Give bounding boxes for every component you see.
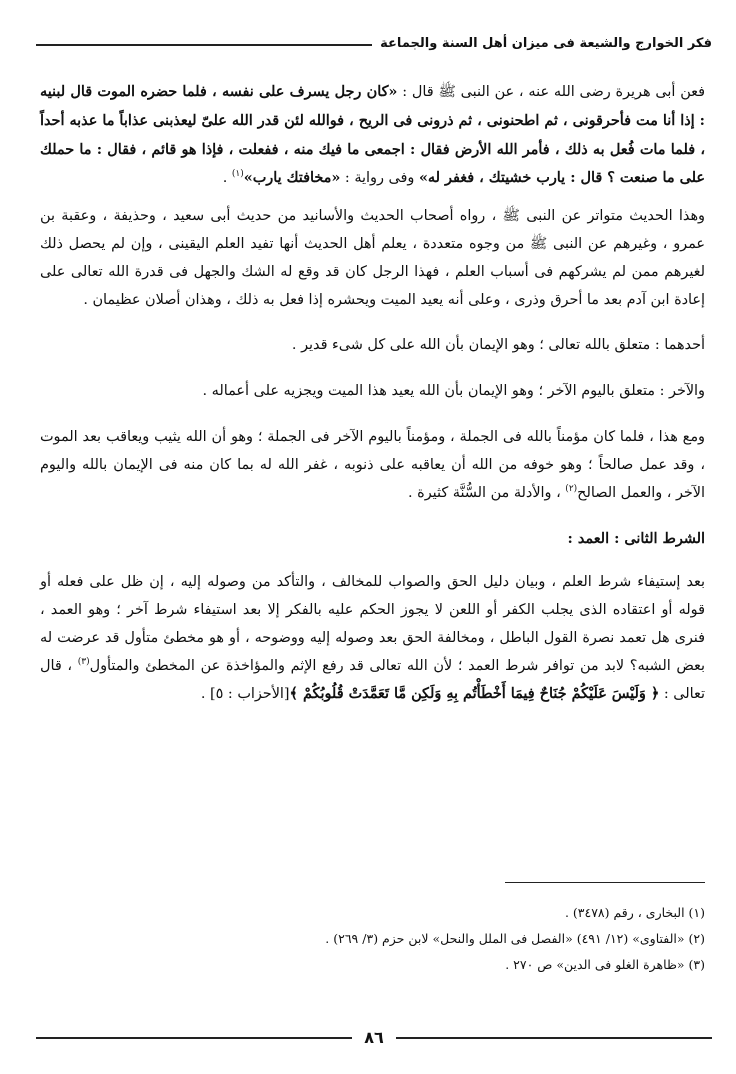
footnote-separator (505, 882, 705, 883)
hadith-text: «كان رجل يسرف على نفسه ، فلما حضره الموت قال لبنيه : إذا أنا مت فأحرقونى ، ثم اطحنونى ، ثم ذرونى فى الريح ، فوالله لئن قدر الله علىّ ليعذبنى عذاباً ما عذبه أحداً ، فلما مات فُعل به ذلك ، فأمر الله الأرض فقال : اجمعى ما فيك منه ، ففعلت ، فإذا هو قائم ، فقال : ما حملك على ما صنعت ؟ قال : يارب خشيتك ، فغفر له» (40, 83, 705, 187)
verse-reference: [الأحزاب : ٥] . (200, 686, 290, 703)
hadith-variant: «مخافتك يارب» (243, 169, 341, 187)
footer-rule-right (396, 1037, 712, 1039)
paragraph-second-principle: والآخر : متعلق باليوم الآخر ؛ وهو الإيمان بأن الله يعيد هذا الميت ويجزيه على أعماله . (202, 383, 705, 400)
footnote-1: (١) البخارى ، رقم (٣٤٧٨) . (564, 905, 705, 920)
main-text (40, 78, 705, 727)
footnotes (40, 900, 705, 978)
paragraph-forgiveness (40, 424, 705, 507)
footnote-ref-2: (٢) (565, 483, 578, 494)
footnote-3: (٣) «ظاهرة الغلو فى الدين» ص ٢٧٠ . (505, 957, 705, 972)
page-number: ٨٦ (364, 1028, 384, 1047)
quran-verse: ﴿ وَلَيْسَ عَلَيْكُمْ جُنَاحٌ فِيمَا أَخْطَأْتُم بِهِ وَلَكِن مَّا تَعَمَّدَتْ قُلُوبُكُمْ ﴾ (289, 685, 660, 703)
hadith-end: . (222, 170, 232, 187)
header-rule (36, 44, 372, 46)
paragraph-hadith (40, 78, 705, 193)
forgiveness-text: ومع هذا ، فلما كان مؤمناً بالله فى الجملة ، ومؤمناً باليوم الآخر فى الجملة ؛ وهو أن الله يثيب ويعاقب بعد الموت ، وقد عمل صالحاً ؛ وهو خوفه من الله أن يعاقبه على ذنوبه ، غفر الله له بما كان منه فى الإيمان بالله واليوم الآخر ، والعمل الصالح (40, 428, 705, 501)
hadith-intro: فعن أبى هريرة رضى الله عنه ، عن النبى ﷺ قال : (397, 84, 705, 100)
footnote-2: (٢) «الفتاوى» (١٢/ ٤٩١) «الفصل فى الملل والنحل» لابن حزم (٣/ ٢٦٩) . (325, 931, 705, 946)
forgiveness-end: ، والأدلة من السُّنَّة كثيرة . (408, 484, 566, 501)
paragraph-commentary: وهذا الحديث متواتر عن النبى ﷺ ، رواه أصحاب الحديث والأسانيد من حديث أبى سعيد ، وحذيفة ، وعقبة بن عمرو ، وغيرهم عن النبى ﷺ من وجوه متعددة ، يعلم أهل الحديث أنها تفيد العلم اليقينى ، وإن لم يحصل ذلك لغيرهم ممن لم يشركهم فى أسباب العلم ، فهذا الرجل كان قد وقع له الشك والجهل فى قدرة الله تعالى على إعادة ابن آدم بعد ما أحرق وذرى ، وعلى أنه يعيد الميت ويحشره إذا فعل به ذلك ، وهذان أصلان عظيمان . (40, 208, 705, 308)
section-heading: الشرط الثانى : العمد : (567, 530, 705, 548)
page-footer (36, 1028, 712, 1047)
running-header (36, 36, 712, 51)
footnote-ref-1: (١) (231, 169, 244, 180)
paragraph-intent (40, 569, 705, 709)
footer-rule-left (36, 1037, 352, 1039)
intent-text: بعد إستيفاء شرط العلم ، وبيان دليل الحق والصواب للمخالف ، والتأكد من وصوله إليه ، إن ظل على فعله أو قوله أو اعتقاده الذى يجلب الكفر أو اللعن لا يجوز الحكم عليه بالفكر إلا بعد استيفاء شرط آخر ؛ وهو العمد ، فنرى هل تعمد نصرة القول الباطل ، ومخالفة الحق بعد وصوله إليه ووضوحه ، أو هو مخطئ متأول قد عرضت له بعض الشبه؟ لابد من توافر شرط العمد ؛ لأن الله تعالى قد رفع الإثم والمؤاخذة عن المخطئ والمتأول (40, 574, 705, 674)
hadith-variant-intro: وفى رواية : (340, 170, 419, 187)
header-title: فكر الخوارج والشيعة فى ميزان أهل السنة والجماعة (380, 36, 712, 51)
paragraph-first-principle: أحدهما : متعلق بالله تعالى ؛ وهو الإيمان بأن الله على كل شىء قدير . (291, 337, 705, 354)
footnote-ref-3: (٣) (77, 656, 90, 667)
intent-transition: ، قال تعالى : (40, 657, 705, 703)
